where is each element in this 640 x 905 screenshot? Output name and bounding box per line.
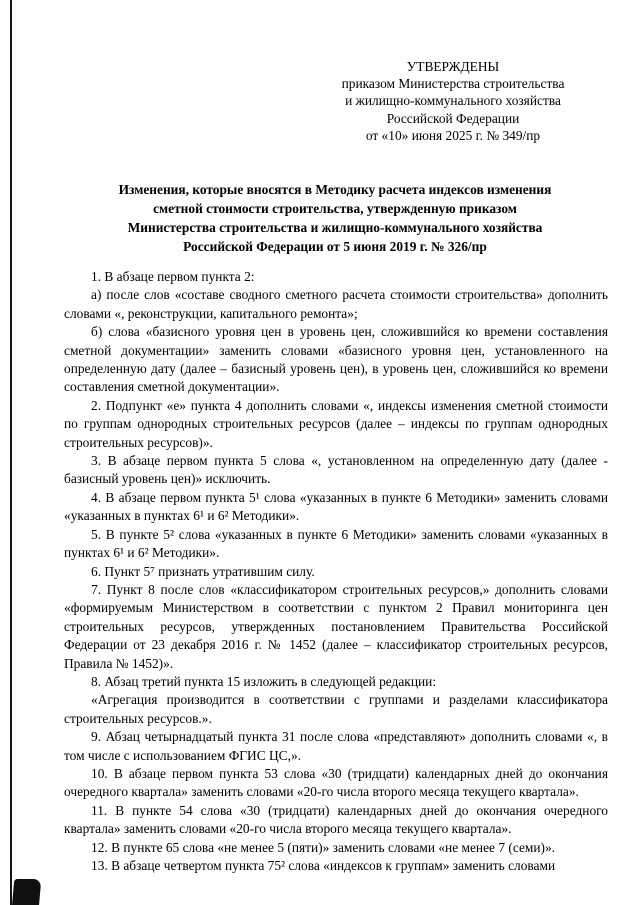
document-title-line: Изменения, которые вносятся в Методику расчета индексов изменения	[118, 182, 552, 197]
approval-line: и жилищно-коммунального хозяйства	[345, 93, 561, 109]
paragraph-item-4: 4. В абзаце первом пункта 5¹ слова «указанных в пункте 6 Методики» заменить словами «указанных в пунктах 6¹ и 6² Методики».	[64, 489, 608, 524]
approval-line: приказом Министерства строительства	[341, 76, 565, 92]
paragraph-item-1b: б) слова «базисного уровня цен в уровень цен, сложившийся ко времени составления сметной документации» заменить словами «базисного уровня цен, установленного на определенную дату (далее – базисный уровень цен), в уровень цен, сложившийся ко времени составления сметной документации».	[64, 324, 608, 395]
paragraph-item-9: 9. Абзац четырнадцатый пункта 31 после слова «представляют» дополнить словами «, в том числе с использованием ФГИС ЦС,».	[64, 729, 608, 763]
approval-line: Российской Федерации	[386, 110, 520, 126]
paragraph-item-10: 10. В абзаце первом пункта 53 слова «30 (тридцати) календарных дней до окончания очередного квартала» заменить словами «20-го числа второго месяца текущего квартала».	[64, 765, 608, 800]
paragraph-item-1a: а) после слов «составе сводного сметного расчета стоимости строительства» дополнить словами «, реконструкции, капитального ремонта»;	[64, 287, 608, 321]
paragraph-item-12: 12. В пункте 65 слова «не менее 5 (пяти)» заменить словами «не менее 7 (семи)».	[91, 839, 556, 855]
scan-artifact-left-line	[10, 0, 12, 905]
approval-line: УТВЕРЖДЕНЫ	[406, 59, 500, 74]
paragraph-item-8-quote: «Агрегация производится в соответствии с группами и разделами классификатора строительных ресурсов.».	[64, 692, 608, 726]
document-title	[62, 180, 608, 256]
document-title-line: Российской Федерации от 5 июня 2019 г. № 326/пр	[183, 239, 487, 254]
document-title-line: Министерства строительства и жилищно-коммунального хозяйства	[127, 220, 543, 235]
document-title-line: сметной стоимости строительства, утвержденную приказом	[153, 201, 517, 216]
paragraph-item-6: 6. Пункт 5⁷ признать утратившим силу.	[91, 563, 315, 579]
paragraph-item-13: 13. В абзаце четвертом пункта 75² слова «индексов к группам» заменить словами	[91, 858, 556, 873]
paragraph-item-3: 3. В абзаце первом пункта 5 слова «, установленном на определенную дату (далее - базисный уровень цен)» исключить.	[64, 453, 608, 487]
approval-block	[310, 58, 596, 144]
paragraph-item-5: 5. В пункте 5² слова «указанных в пункте 6 Методики» заменить словами «указанных в пунктах 6¹ и 6² Методики».	[64, 526, 608, 561]
paragraph-item-8: 8. Абзац третий пункта 15 изложить в следующей редакции:	[91, 673, 437, 689]
paragraph-item-7: 7. Пункт 8 после слов «классификатором строительных ресурсов,» дополнить словами «формируемым Министерством в соответствии с пунктом 2 Правил мониторинга цен строительных ресурсов, утвержденных постановлением Правительства Российской Федерации от 23 декабря 2016 г. № 1452 (далее – классификатор строительных ресурсов, Правила № 1452)».	[64, 581, 608, 671]
paragraph-item-11: 11. В пункте 54 слова «30 (тридцати) календарных дней до окончания очередного квартала» заменить словами «20-го числа второго месяца текущего квартала».	[64, 802, 608, 837]
document-body	[64, 268, 608, 875]
paragraph-item-1: 1. В абзаце первом пункта 2:	[91, 269, 255, 284]
scan-artifact-bottom-left-blob	[12, 879, 42, 905]
paragraph-item-2: 2. Подпункт «е» пункта 4 дополнить словами «, индексы изменения сметной стоимости по группам однородных строительных ресурсов (далее – индексы по группам однородных строительных ресурсов)».	[64, 397, 608, 450]
approval-line: от «10» июня 2025 г. № 349/пр	[365, 127, 541, 143]
